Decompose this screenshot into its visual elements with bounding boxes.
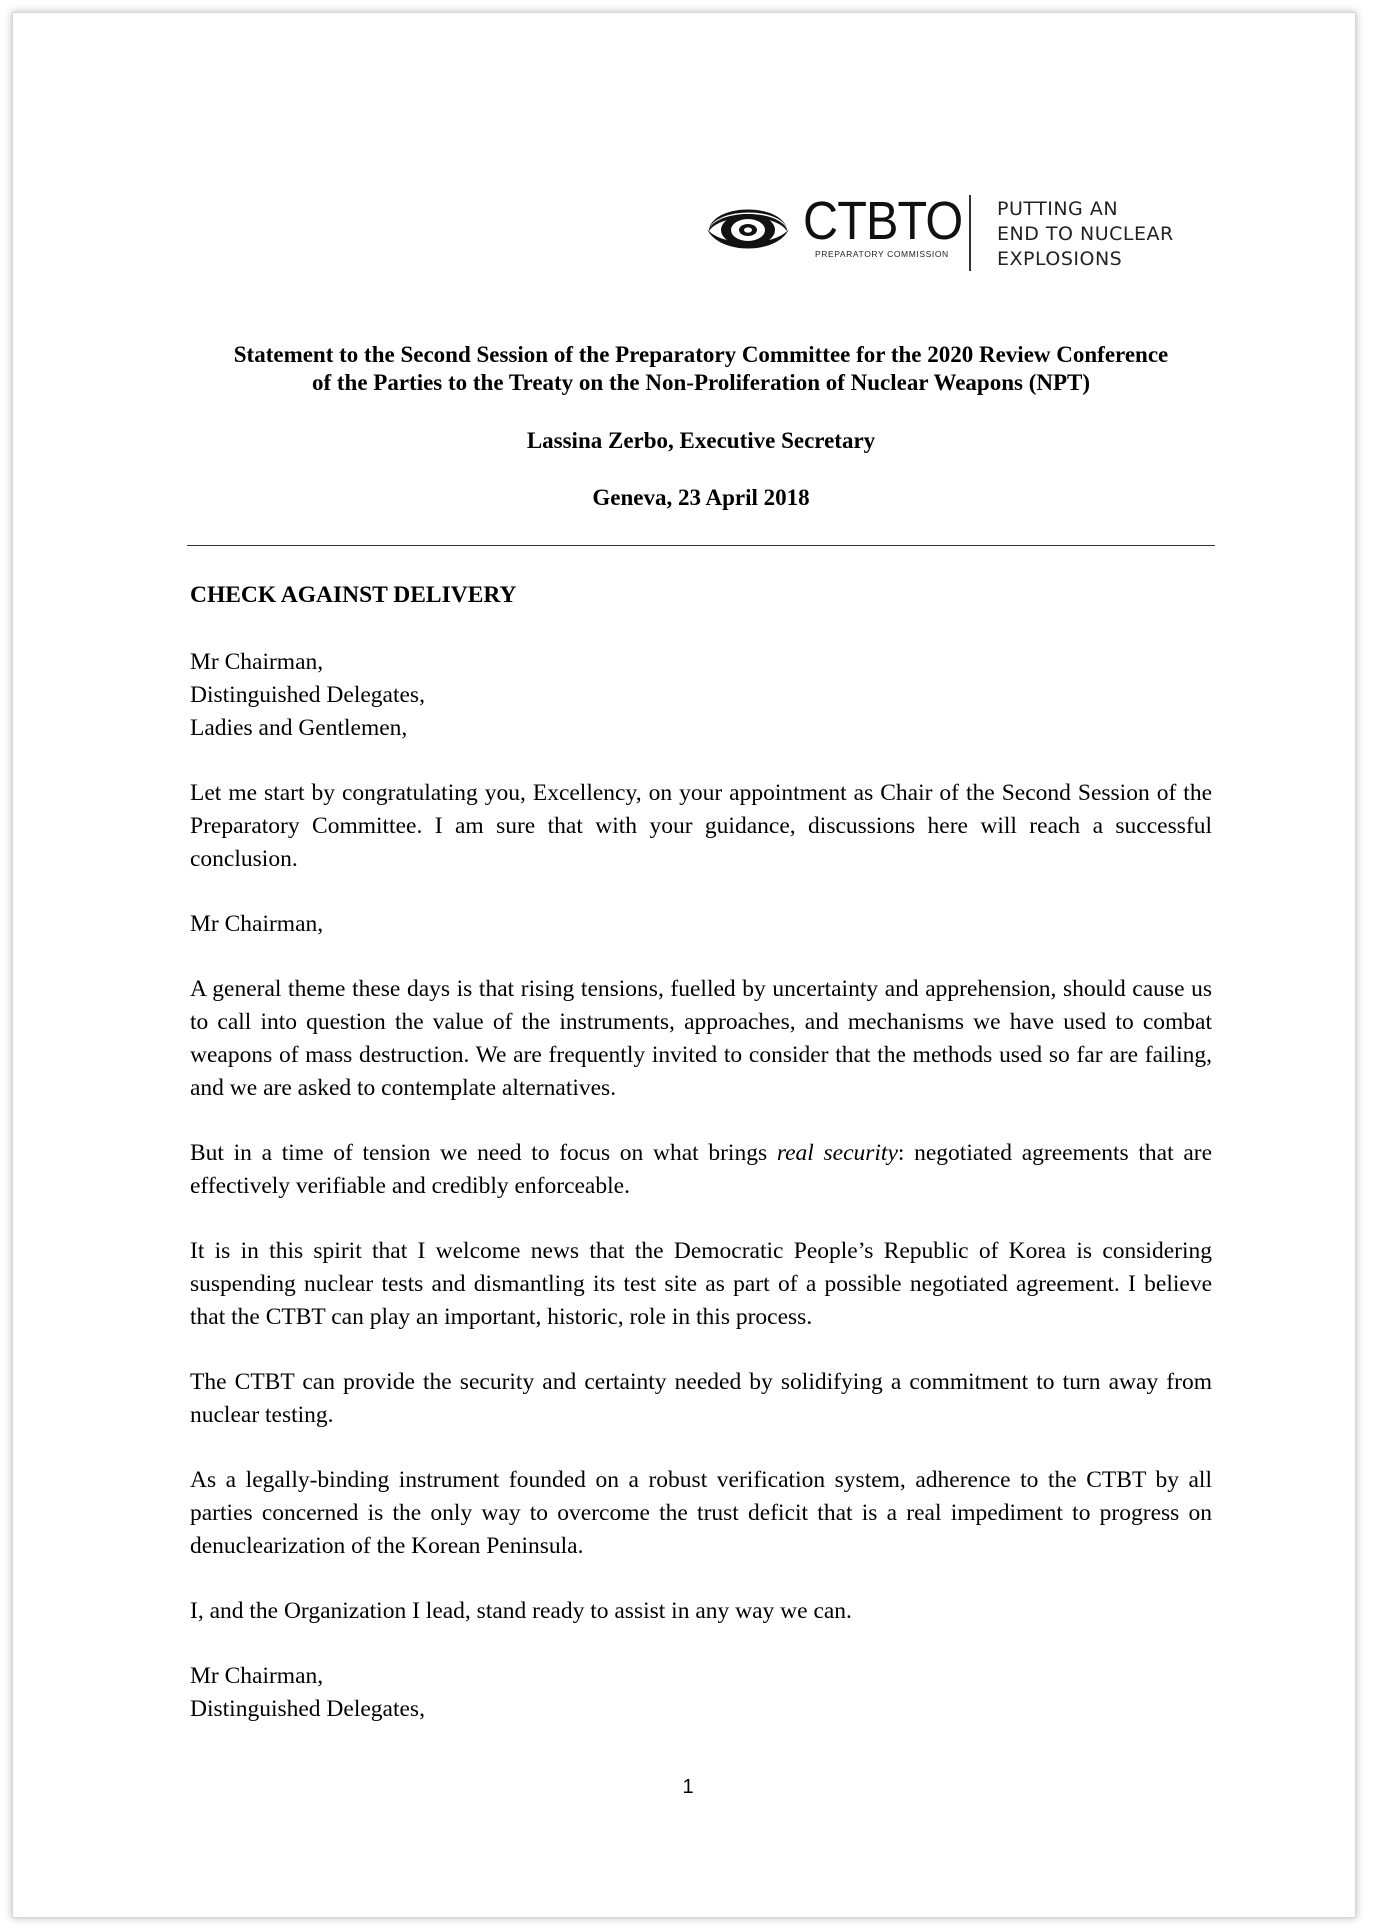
paragraph: A general theme these days is that rising tensions, fuelled by uncertainty and apprehension, should cause us to call into question the value of the instruments, approaches, and mechanisms we have used to combat weapons of mass destruction. We are frequently invited to consider that the methods used so far are failing, and we are asked to contemplate alternatives. — [190, 976, 1212, 1101]
speaker: Lassina Zerbo, Executive Secretary — [526, 428, 876, 453]
dateline: Geneva, 23 April 2018 — [592, 485, 810, 510]
check-against-delivery: CHECK AGAINST DELIVERY — [190, 582, 517, 608]
emphasis-text: real security — [776, 1140, 898, 1166]
title-line-2: of the Parties to the Treaty on the Non-Proliferation of Nuclear Weapons (NPT) — [311, 370, 1091, 395]
salutation-line: Mr Chairman, — [190, 649, 324, 675]
page-number: 1 — [682, 1776, 694, 1798]
logo-subtitle: PREPARATORY COMMISSION — [815, 249, 949, 259]
header-divider — [187, 545, 1215, 546]
document-title — [163, 341, 1239, 397]
statement-body — [190, 579, 1212, 1758]
paragraph-text: : negotiated agreements that are effectively verifiable and credibly enforceable. — [190, 1140, 1213, 1199]
closing-line: Mr Chairman, — [190, 1663, 324, 1689]
paragraph — [190, 1137, 1212, 1203]
paragraph: The CTBT can provide the security and certainty needed by solidifying a commitment to turn away from nuclear testing. — [190, 1369, 1212, 1428]
paragraph: It is in this spirit that I welcome news that the Democratic People’s Republic of Korea is considering suspending nuclear tests and dismantling its test site as part of a possible negotiated agreement. I believe that the CTBT can play an important, historic, role in this process. — [190, 1238, 1212, 1330]
paragraph: Let me start by congratulating you, Excellency, on your appointment as Chair of the Second Session of the Preparatory Committee. I am sure that with your guidance, discussions here will reach a successful conclusion. — [190, 780, 1212, 872]
title-line-1: Statement to the Second Session of the Preparatory Committee for the 2020 Review Conference — [233, 342, 1169, 367]
paragraph-text: But in a time of tension we need to focus on what brings — [190, 1140, 777, 1166]
address-line: Mr Chairman, — [190, 911, 324, 937]
paragraph: I, and the Organization I lead, stand ready to assist in any way we can. — [190, 1598, 852, 1624]
logo-divider — [969, 195, 971, 271]
ctbto-eye-logo-icon — [705, 199, 791, 259]
tagline-line: PUTTING AN — [997, 198, 1119, 220]
tagline-line: END TO NUCLEAR — [997, 223, 1174, 245]
closing-line: Distinguished Delegates, — [190, 1696, 425, 1722]
closing-address — [190, 1660, 1212, 1726]
paragraph: As a legally-binding instrument founded on a robust verification system, adherence to the CTBT by all parties concerned is the only way to overcome the trust deficit that is a real impediment to progress on denuclearization of the Korean Peninsula. — [190, 1467, 1212, 1559]
tagline-line: EXPLOSIONS — [997, 248, 1123, 270]
salutation-line: Ladies and Gentlemen, — [190, 715, 408, 741]
logo-wordmark: CTBTO — [803, 191, 963, 251]
salutation — [190, 646, 1212, 745]
document-page — [12, 12, 1356, 1918]
salutation-line: Distinguished Delegates, — [190, 682, 425, 708]
logo-tagline — [997, 197, 1174, 272]
